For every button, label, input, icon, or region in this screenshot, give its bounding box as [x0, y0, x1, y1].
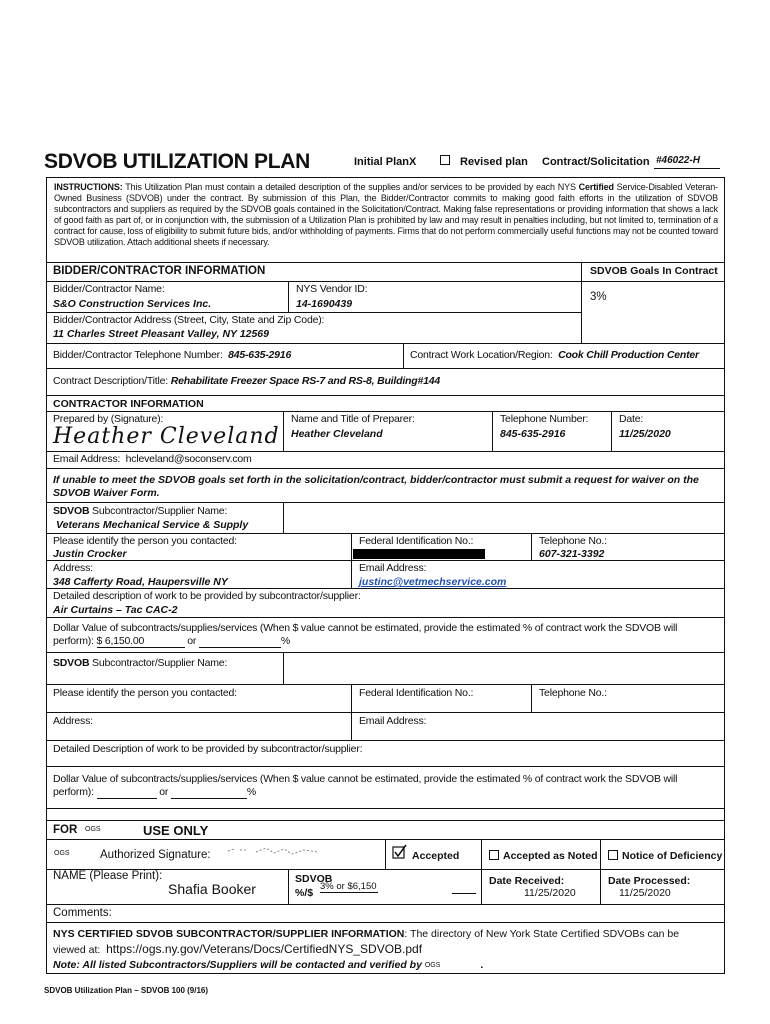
directory-agency: OGS [424, 962, 441, 969]
divider [46, 820, 725, 821]
divider [46, 740, 725, 741]
contract-number[interactable]: #46022-H [656, 155, 700, 166]
directory-url-link[interactable]: https://ogs.ny.gov/Veterans/Docs/CertifiedNYS_SDVOB.pdf [106, 942, 423, 956]
date-processed-value[interactable]: 11/25/2020 [619, 887, 671, 899]
sub2-email-label: Email Address: [359, 715, 427, 727]
preparer-name-label: Name and Title of Preparer: [291, 413, 415, 425]
divider [46, 808, 725, 809]
divider [46, 395, 725, 396]
sub2-dollar-label: Dollar Value of subcontracts/supplies/services (When $ value cannot be estimated, provide the estimated % of contract work the SDVOB will [53, 773, 678, 785]
directory-info [53, 927, 718, 973]
divider [46, 343, 725, 344]
divider [46, 766, 725, 767]
divider [288, 869, 289, 904]
sub2-dollar-field[interactable] [97, 786, 157, 799]
divider [46, 712, 725, 713]
sub2-contact-label: Please identify the person you contacted: [53, 687, 237, 699]
authorized-signature-label: Authorized Signature: [100, 849, 211, 861]
divider [481, 869, 482, 904]
divider [351, 684, 352, 712]
sub1-fein-redacted [353, 549, 485, 559]
divider [581, 281, 725, 282]
sub1-name-label [53, 505, 227, 517]
work-location-row [410, 349, 699, 361]
sdvob-goals-value[interactable]: 3% [590, 291, 607, 303]
divider [46, 922, 725, 923]
contract-solicitation-label: Contract/Solicitation [542, 156, 650, 168]
for-agency: OGS [85, 826, 101, 833]
divider [385, 839, 386, 869]
instructions-part-1: This Utilization Plan must contain a detailed description of the supplies and/or services to be provided by each NYS [125, 182, 579, 192]
bidder-address-value[interactable]: 11 Charles Street Pleasant Valley, NY 12569 [53, 328, 269, 340]
contractor-section-title: CONTRACTOR INFORMATION [53, 398, 204, 410]
divider [600, 839, 601, 869]
initial-plan-option[interactable]: Initial PlanX [354, 156, 417, 168]
certified-word: Certified [578, 182, 614, 192]
divider [531, 533, 532, 560]
vendor-id-label: NYS Vendor ID: [296, 283, 368, 295]
accepted-as-noted-label: Accepted as Noted [503, 850, 598, 862]
sdvob-pct-label-1: SDVOB [295, 873, 333, 885]
divider [283, 411, 284, 451]
sub1-phone-value[interactable]: 607-321-3392 [539, 548, 605, 560]
directory-text: : The directory of New York State Certified SDVOBs can be [404, 928, 680, 940]
divider [288, 281, 289, 312]
divider [46, 468, 725, 469]
sub2-fein-label: Federal Identification No.: [359, 687, 474, 699]
date-received-label: Date Received: [489, 875, 565, 887]
sub1-perform-label: perform): [53, 635, 94, 647]
form-footer: SDVOB Utilization Plan – SDVOB 100 (9/16) [44, 986, 209, 995]
sub2-work-label: Detailed Description of work to be provided by subcontractor/supplier: [53, 743, 363, 755]
sub1-sdvob-word: SDVOB [53, 505, 90, 517]
sub2-pct-field[interactable] [171, 786, 247, 799]
sub2-pct-symbol: % [246, 786, 257, 798]
work-location-value[interactable]: Cook Chill Production Center [558, 349, 699, 361]
divider [600, 869, 601, 904]
sub1-work-label: Detailed description of work to be provided by subcontractor/supplier: [53, 590, 361, 602]
sub2-name-label [53, 657, 227, 669]
accepted-checkbox-checked-icon[interactable] [392, 844, 408, 860]
divider [611, 411, 612, 451]
authorized-signature-scribble[interactable] [226, 843, 326, 861]
blank-underline [452, 893, 476, 894]
divider [46, 904, 725, 905]
preparer-signature[interactable]: Heather Cleveland [53, 424, 280, 449]
divider [46, 262, 725, 263]
print-name-value[interactable]: Shafia Booker [168, 881, 256, 897]
divider [46, 281, 581, 282]
preparer-phone-value[interactable]: 845-635-2916 [500, 428, 566, 440]
sub2-dollar-row [53, 786, 256, 799]
contract-description-label: Contract Description/Title: [53, 375, 169, 387]
sub1-pct-field[interactable] [199, 635, 281, 648]
bidder-address-label: Bidder/Contractor Address (Street, City, State and Zip Code): [53, 314, 325, 326]
divider [46, 411, 725, 412]
agency-small: OGS [54, 850, 70, 857]
divider [351, 533, 352, 560]
sub1-name-value[interactable]: Veterans Mechanical Service & Supply [56, 519, 249, 531]
sub1-contact-value[interactable]: Justin Crocker [53, 548, 127, 560]
accepted-as-noted-checkbox[interactable] [489, 850, 499, 860]
date-processed-label: Date Processed: [608, 875, 691, 887]
for-label: FOR [53, 824, 78, 836]
accepted-label: Accepted [412, 850, 460, 862]
work-location-label: Contract Work Location/Region: [410, 349, 553, 361]
divider [46, 451, 725, 452]
waiver-note: If unable to meet the SDVOB goals set forth in the solicitation/contract, bidder/contractor must submit a request for waiver on the SDVOB Waiver Form. [53, 474, 699, 499]
sub1-dollar-value[interactable]: $ 6,150.00 [97, 635, 185, 648]
divider [351, 712, 352, 740]
sub1-work-value[interactable]: Air Curtains – Tac CAC-2 [53, 604, 178, 616]
divider [46, 617, 725, 618]
sub1-or-label: or [187, 635, 197, 647]
bidder-phone-value[interactable]: 845-635-2916 [228, 349, 292, 361]
email-row [53, 453, 252, 465]
divider [481, 839, 482, 869]
page-title: SDVOB UTILIZATION PLAN [44, 150, 311, 173]
contract-description-row [53, 375, 440, 387]
notice-of-deficiency-label: Notice of Deficiency [622, 850, 723, 862]
divider [283, 652, 284, 684]
sub2-or-label: or [159, 786, 169, 798]
bidder-phone-row [53, 349, 291, 361]
email-label: Email Address: [53, 453, 121, 465]
bidder-phone-label: Bidder/Contractor Telephone Number: [53, 349, 223, 361]
sub1-phone-label: Telephone No.: [539, 535, 607, 547]
sub1-email-value[interactable]: justinc@vetmechservice.com [359, 576, 507, 588]
divider [46, 502, 725, 503]
divider [46, 684, 725, 685]
divider [46, 560, 725, 561]
directory-viewed-label: viewed at: [53, 944, 101, 956]
sub2-sdvob-word: SDVOB [53, 657, 90, 669]
sub1-email-label: Email Address: [359, 562, 427, 574]
contract-description-value[interactable]: Rehabilitate Freezer Space RS-7 and RS-8, Building#144 [170, 375, 441, 387]
contract-number-underline [654, 168, 720, 169]
email-value[interactable]: hcleveland@soconserv.com [125, 453, 252, 465]
divider [492, 411, 493, 451]
vendor-id-value[interactable]: 14-1690439 [296, 298, 353, 310]
bidder-name-label: Bidder/Contractor Name: [53, 283, 165, 295]
preparer-phone-label: Telephone Number: [500, 413, 589, 425]
divider [403, 343, 404, 368]
sub1-name-label-text: Subcontractor/Supplier Name: [89, 505, 228, 517]
sub1-address-label: Address: [53, 562, 93, 574]
preparer-date-value[interactable]: 11/25/2020 [619, 428, 671, 440]
sub2-perform-label: perform): [53, 786, 94, 798]
sub1-fein-label: Federal Identification No.: [359, 535, 474, 547]
preparer-name-value[interactable]: Heather Cleveland [291, 428, 383, 440]
print-name-label: NAME (Please Print): [53, 870, 163, 882]
divider [46, 533, 725, 534]
directory-label: NYS CERTIFIED SDVOB SUBCONTRACTOR/SUPPLIER INFORMATION [53, 928, 405, 940]
sdvob-pct-label-2: %/$ [295, 887, 314, 899]
divider [46, 652, 725, 653]
sub1-address-value[interactable]: 348 Cafferty Road, Haupersville NY [53, 576, 228, 588]
sdvob-goals-title: SDVOB Goals In Contract [590, 265, 718, 277]
notice-of-deficiency-checkbox[interactable] [608, 850, 618, 860]
revised-plan-label: Revised plan [460, 156, 528, 168]
divider [581, 262, 582, 343]
divider [531, 684, 532, 712]
divider [351, 560, 352, 588]
sub1-dollar-label: Dollar Value of subcontracts/supplies/services (When $ value cannot be estimated, provide the estimated % of contract work the SDVOB will [53, 622, 678, 634]
bidder-name-value[interactable]: S&O Construction Services Inc. [53, 298, 212, 310]
date-received-value[interactable]: 11/25/2020 [524, 887, 576, 899]
sub1-contact-label: Please identify the person you contacted: [53, 535, 237, 547]
sub1-dollar-row [53, 635, 290, 648]
divider [283, 502, 284, 533]
instructions-text [54, 182, 718, 249]
sub2-name-label-text: Subcontractor/Supplier Name: [89, 657, 228, 669]
instructions-part-2: Service-Disabled Veteran-Owned Business (SDVOB) under the contract. By submission of this Plan, the Bidder/Contractor commits to making good faith efforts in the utilization of SDVOB subcontractors and suppliers as required by the SDVOB goals contained in the Solicitation/Contract. Making false representations or providing information that shows a lack of good faith as part of, or in conjunction with, the submission of a Utilization Plan is prohibited by law and may result in penalties including, but not limited to, termination of a contract for cause, loss of eligibility to submit future bids, and/or withholding of payments. Firms that do not perform commercially useful functions may not be counted toward SDVOB utilization. Attach additional sheets if necessary. [54, 182, 718, 248]
instructions-label: INSTRUCTIONS: [54, 182, 123, 192]
sub2-phone-label: Telephone No.: [539, 687, 607, 699]
use-only-title: USE ONLY [143, 823, 209, 838]
divider [46, 368, 725, 369]
sdvob-pct-value[interactable]: 3% or $6,150 [320, 881, 377, 892]
sub1-pct-symbol: % [280, 635, 291, 647]
comments-label: Comments: [53, 907, 112, 919]
revised-plan-checkbox[interactable] [440, 155, 450, 165]
preparer-date-label: Date: [619, 413, 644, 425]
directory-note: Note: All listed Subcontractors/Suppliers will be contacted and verified by [53, 959, 422, 971]
divider [46, 312, 581, 313]
divider [46, 588, 725, 589]
prepared-by-label: Prepared by (Signature): [53, 413, 164, 425]
directory-period: . [480, 959, 484, 971]
sub2-address-label: Address: [53, 715, 93, 727]
bidder-section-title: BIDDER/CONTRACTOR INFORMATION [53, 265, 266, 277]
